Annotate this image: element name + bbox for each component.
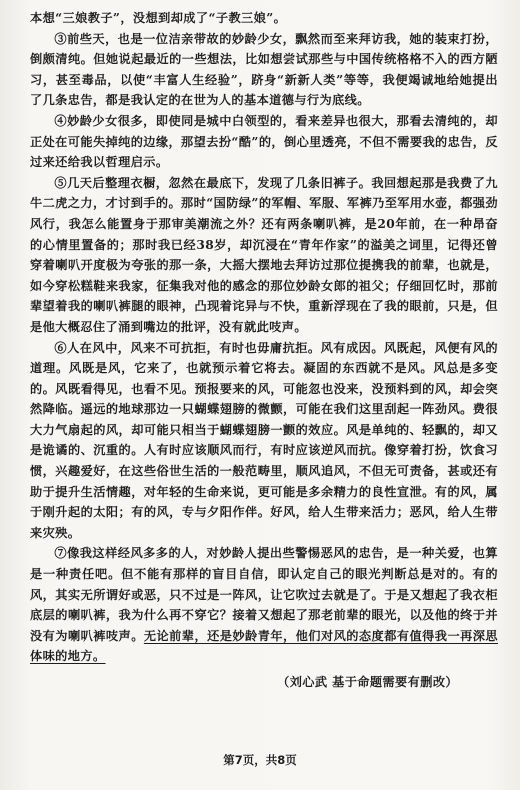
page-footer: 第7页，共8页 xyxy=(223,753,297,767)
underlined-sentence: 无论前辈，还是妙龄青年，他们对风的态度都有值得我一再深思体味的地方。 xyxy=(30,628,498,664)
paragraph-5: ⑤几天后整理衣橱，忽然在最底下，发现了几条旧裤子。我回想起那是我费了九牛二虎之力，才讨到手的。那时“国防绿”的军帽、军服、军裤乃至军用水壶，都强劲风行，我怎么能置身于那审美潮流之外？还有两条喇叭裤，是20年前，在一种昂奋的心情里置备的；那时我已经38岁，却沉浸在“青年作家”的溢美之词里，记得还曾穿着喇叭开度极为夸张的那一条，大摇大摆地去拜访过那位提携我的前辈，也就是，如今穿松糕鞋来我家，征集我对他的感念的那位妙龄女郎的祖父；仔细回忆时，那前辈望着我的喇叭裤腿的眼神，凸现着诧异与不快，重新浮现在了我的眼前，只是，但是他大概忍住了涌到嘴边的批评，没有就此吱声。 xyxy=(30,175,498,334)
source-note: （刘心武 基于命题需要有删改） xyxy=(277,675,458,689)
paragraph-7 xyxy=(30,543,498,667)
paragraph-6: ⑥人在风中，风来不可抗拒，有时也毋庸抗拒。风有成因。风既起，风便有风的道理。风既是风，它来了，也就预示着它将去。凝固的东西就不是风。风总是多变的。风既看得见，也看不见。预报要来的风，可能忽也没来，没预料到的风，却会突然降临。遥远的地球那边一只蝴蝶翅膀的微颤，可能在我们这里刮起一阵劲风。费很大力气扇起的风，却可能只相当于蝴蝶翅膀一颤的效应。风是单纯的、轻飘的，却又是诡谲的、沉重的。人有时应该顺风而行，有时应该逆风而抗。像穿着打扮，饮食习惯，兴趣爱好，在这些俗世生活的一般范畴里，顺风追风，不但无可责备，甚或还有助于提升生活情趣，对年轻的生命来说，更可能是多余精力的良性宣泄。有的风，属于刚升起的太阳；有的风，专与夕阳作伴。好风，给人生带来活力；恶风，给人生带来灾殃。 xyxy=(30,340,498,540)
paragraph-7-text: ⑦像我这样经风多多的人，对妙龄人提出些警惕恶风的忠告，是一种关爱，也算是一种责任吧。但不能有那样的盲目自信，即认定自己的眼光判断总是对的。有的风，其实无所谓好或恶，只不过是一阵风，让它吹过去就是了。于是又想起了我衣柜底层的喇叭裤，我为什么再不穿它？接着又想起了那老前辈的眼光，以及他的终于并没有为喇叭裤吱声。 xyxy=(30,546,498,643)
paragraph-4: ④妙龄少女很多，即使同是城中白领型的，看来差异也很大，那看去清纯的，却正处在可能失掉纯的边缘，那望去扮“酷”的，倒心里透亮，不但不需要我的忠告，反过来还给我以哲理启示。 xyxy=(30,113,498,170)
paragraph-3: ③前些天，也是一位洁亲带故的妙龄少女，飘然而至来拜访我，她的装束打扮，倒颇清纯。但她说起最近的一些想法，比如想尝试那些与中国传统格格不入的西方陋习，甚至毒品，以使“丰富人生经验”，跻身“新新人类”等等，我便竭诚地给她提出了几条忠告，都是我认定的在世为人的基本道德与行为底线。 xyxy=(30,31,498,108)
paragraph-intro: 本想“三娘教子”，没想到却成了“子教三娘”。 xyxy=(30,11,287,25)
